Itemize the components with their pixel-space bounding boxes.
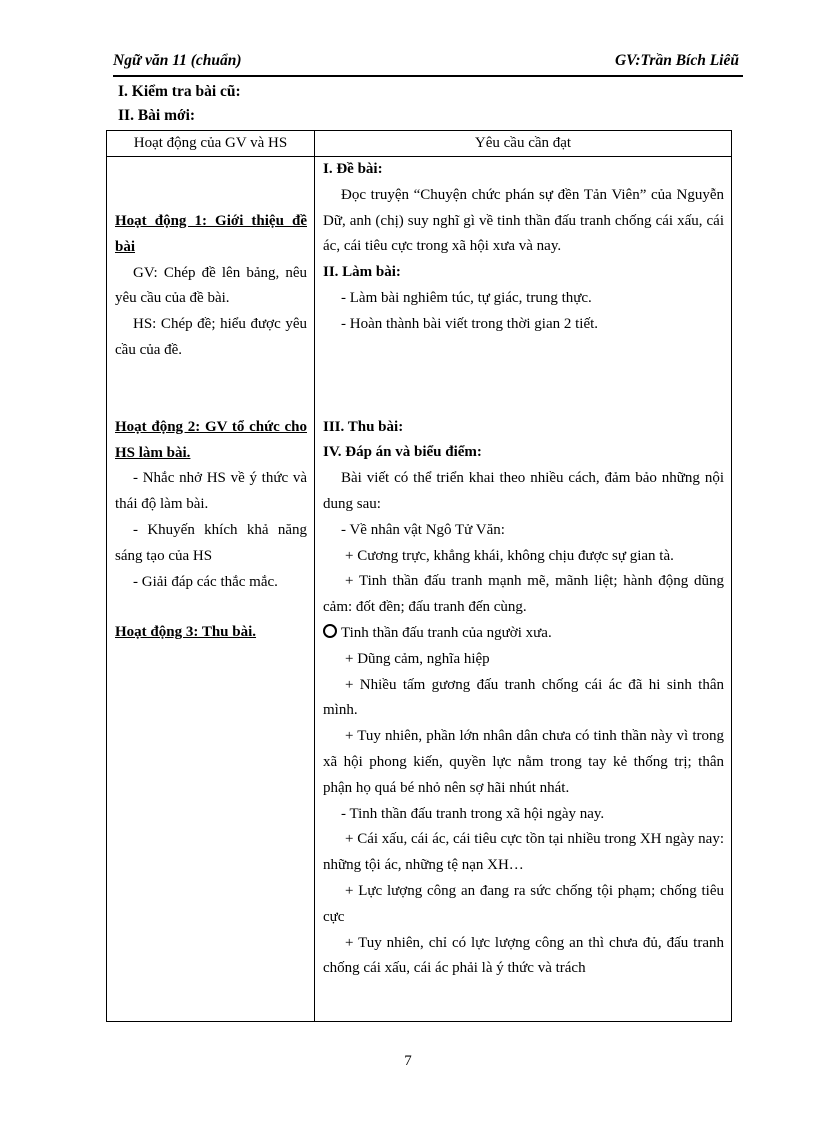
col-header-requirements: Yêu cầu cần đạt [315, 131, 732, 157]
lesson-table [106, 130, 732, 1022]
dap-an-point-3: + Dũng cảm, nghĩa hiệp [345, 650, 490, 667]
activity-2-item-3: - Giải đáp các thắc mắc. [133, 573, 278, 590]
de-bai-text: Đọc truyện “Chuyện chức phán sự đền Tản Viên” của Nguyễn Dữ, anh (chị) suy nghĩ gì về tinh thần đấu tranh chống cái xấu, cái ác, cái tiêu cực trong xã hội xưa và nay. [323, 186, 724, 255]
dap-an-point-5: + Tuy nhiên, phần lớn nhân dân chưa có tinh thần này vì trong xã hội phong kiến, quyền lực nằm trong tay kẻ thống trị; thân phận họ quá bé nhỏ nên sợ hãi nhút nhát. [323, 728, 724, 796]
dap-an-ngo-tu-van: - Về nhân vật Ngô Tử Văn: [341, 521, 505, 538]
activity-1-gv: GV: Chép đề lên bảng, nêu yêu cầu của đề bài. [115, 264, 307, 307]
page-header [113, 51, 743, 77]
header-subject: Ngữ văn 11 (chuẩn) [113, 52, 242, 69]
section-new-lesson: II. Bài mới: [118, 107, 196, 124]
lam-bai-item-2: - Hoàn thành bài viết trong thời gian 2 tiết. [341, 315, 599, 332]
heading-thu-bai: III. Thu bài: [323, 418, 404, 435]
header-teacher: GV:Trần Bích Liêũ [614, 52, 739, 69]
col-header-activities: Hoạt động của GV và HS [107, 131, 315, 157]
dap-an-today: - Tinh thần đấu tranh trong xã hội ngày nay. [341, 805, 605, 822]
dap-an-point-1: + Cương trực, khẳng khái, không chịu được sự gian tà. [345, 547, 674, 564]
dap-an-point-2: + Tinh thần đấu tranh mạnh mẽ, mãnh liệt; hành động dũng cảm: đốt đền; đấu tranh đến cùng. [323, 573, 724, 616]
left-column [107, 157, 315, 1022]
heading-lam-bai: II. Làm bài: [323, 264, 401, 281]
right-column [315, 157, 732, 1022]
page-number: 7 [404, 1053, 412, 1069]
dap-an-point-4: + Nhiều tấm gương đấu tranh chống cái ác đã hi sinh thân mình. [323, 676, 724, 719]
lam-bai-item-1: - Làm bài nghiêm túc, tự giác, trung thực. [341, 289, 592, 306]
activity-2-title: Hoạt động 2: GV tổ chức cho HS làm bài. [115, 418, 307, 461]
dap-an-point-6: + Cái xấu, cái ác, cái tiêu cực tồn tại nhiều trong XH ngày nay: những tội ác, những tệ nạn XH… [323, 831, 724, 874]
circle-bullet-icon [323, 624, 337, 638]
dap-an-point-7: + Lực lượng công an đang ra sức chống tội phạm; chống tiêu cực [323, 882, 724, 925]
dap-an-old-times [323, 621, 724, 647]
section-review: I. Kiểm tra bài cũ: [118, 83, 241, 100]
activity-1-title: Hoạt động 1: Giới thiệu đề bài [115, 213, 307, 255]
activity-1-hs: HS: Chép đề; hiểu được yêu cầu của đề. [115, 316, 307, 358]
dap-an-intro: Bài viết có thể triển khai theo nhiều cách, đảm bảo những nội dung sau: [323, 470, 724, 512]
old-times-label: Tinh thần đấu tranh của người xưa. [341, 624, 552, 641]
heading-dap-an: IV. Đáp án và biểu điểm: [323, 444, 482, 461]
activity-3-title: Hoạt động 3: Thu bài. [115, 624, 257, 641]
dap-an-point-8: + Tuy nhiên, chỉ có lực lượng công an thì chưa đủ, đấu tranh chống cái xấu, cái ác phải là ý thức và trách [323, 934, 724, 977]
activity-2-item-2: - Khuyến khích khả năng sáng tạo của HS [115, 521, 307, 564]
activity-2-item-1: - Nhắc nhở HS về ý thức và thái độ làm bài. [115, 470, 307, 513]
heading-de-bai: I. Đề bài: [323, 161, 383, 177]
